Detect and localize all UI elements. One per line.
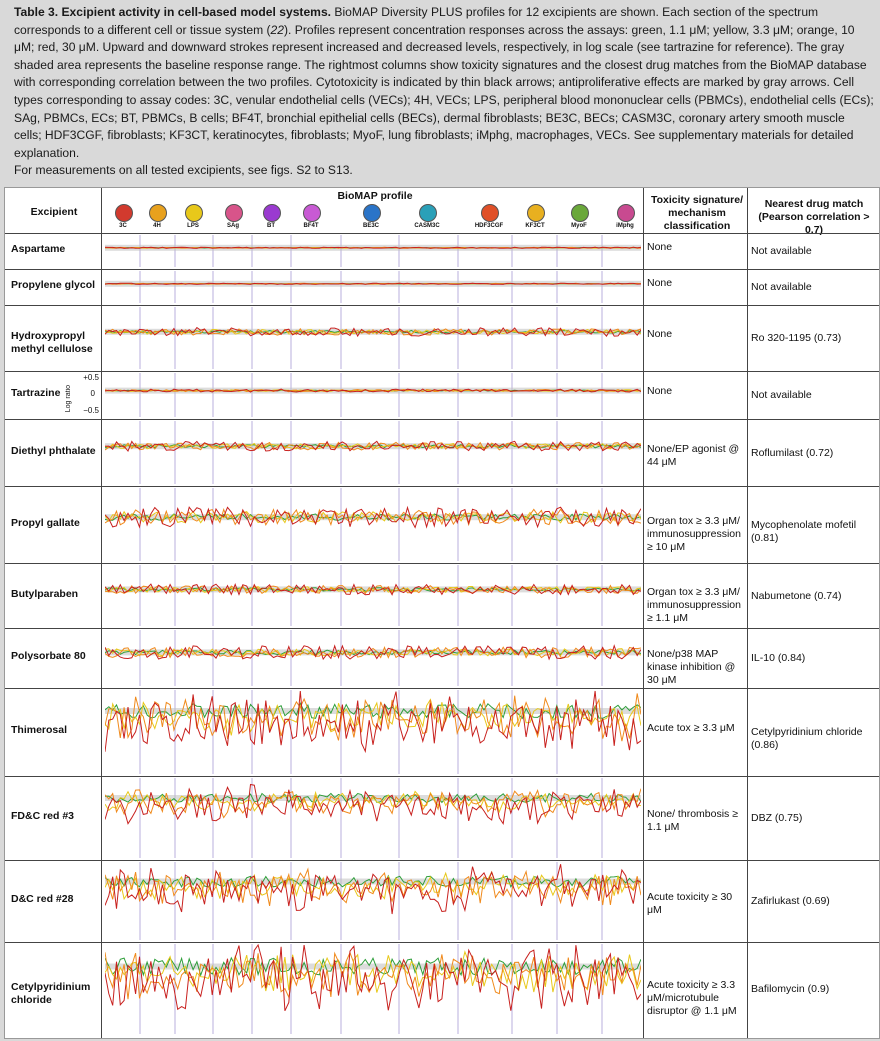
- profile-plot: [105, 235, 641, 267]
- row-excipient-name: Thimerosal: [11, 724, 68, 736]
- profile-plot: [105, 690, 641, 774]
- assay-icon-imphg: [617, 204, 635, 222]
- profile-plot: [105, 944, 641, 1034]
- axis-bottom: −0.5: [83, 406, 99, 415]
- row-toxicity: Organ tox ≥ 3.3 μM/ immunosuppression ≥ 1.1 μM: [647, 585, 741, 624]
- row-toxicity: Acute tox ≥ 3.3 μM: [647, 722, 735, 734]
- profile-plot: [105, 630, 641, 686]
- header-toxicity: Toxicity signature/ mechanism classification: [651, 194, 743, 232]
- header-drug: Nearest drug match (Pearson correlation > 0.7): [758, 198, 870, 236]
- concentration-trace: [105, 945, 641, 1011]
- row-drug-match: Nabumetone (0.74): [751, 589, 842, 602]
- caption-body-1: BioMAP Diversity PLUS profiles for 12 excipients are shown. Each section of the spectrum corresponds to a different cell or tissue system (: [14, 5, 819, 37]
- row-drug-match: Mycophenolate mofetil (0.81): [751, 518, 857, 544]
- axis-label: Log ratio: [65, 385, 72, 413]
- profile-plot: [105, 421, 641, 484]
- assay-icon-sag: [225, 204, 243, 222]
- assay-label: SAg: [227, 223, 239, 229]
- profile-plot: [105, 862, 641, 940]
- row-divider: [5, 233, 879, 234]
- row-drug-match: Not available: [751, 389, 812, 401]
- row-excipient-name: Hydroxypropyl methyl cellulose: [11, 330, 93, 355]
- row-drug-match: DBZ (0.75): [751, 812, 803, 824]
- row-divider: [5, 486, 879, 487]
- row-divider: [5, 628, 879, 629]
- row-excipient-name: D&C red #28: [11, 893, 74, 905]
- caption-ref: 22: [270, 22, 284, 37]
- row-excipient-name: Butylparaben: [11, 587, 79, 600]
- row-drug-match: Bafilomycin (0.9): [751, 983, 830, 995]
- header-excipient: Excipient: [30, 206, 78, 218]
- row-toxicity: None: [647, 385, 673, 397]
- caption-body-3: For measurements on all tested excipients, see figs. S2 to S13.: [14, 163, 353, 178]
- row-toxicity: Acute toxicity ≥ 3.3 μM/microtubule disruptor @ 1.1 μM: [647, 979, 737, 1017]
- divider: [747, 188, 748, 1038]
- assay-label: MyoF: [571, 223, 587, 229]
- caption-body-2: ). Profiles represent concentration responses across the assays: green, 1.1 μM; yellow, 3.3 μM; orange, 10 μM; red, 30 μM. Upward and downward strokes represent increased and decreased levels, respectively, in log scale (see tartrazine for reference). The gray shaded area represents the baseline response range. The rightmost columns show toxicity signatures and the closest drug matches from the BioMAP database with corresponding correlation between the two profiles. Cytotoxicity is indicated by thin black arrows; antiproliferative effects are marked by gray arrows. Cell types corresponding to assay codes: 3C, venular endothelial cells (VECs); 4H, VECs; LPS, peripheral blood mononuclear cells (PBMCs), endothelial cells (ECs); SAg, PBMCs, ECs; BT, PBMCs, B cells; BF4T, bronchial epithelial cells (BECs), dermal fibroblasts; BE3C, BECs; CASM3C, coronary artery smooth muscle cells; HDF3CGF, fibroblasts; KF3CT, keratinocytes, fibroblasts; MyoF, lung fibroblasts; iMphg, macrophages, VECs. See supplementary materials for detailed explanation.: [14, 22, 874, 160]
- assay-label: BF4T: [303, 223, 319, 229]
- assay-icon-casm3c: [419, 204, 437, 222]
- divider: [643, 188, 644, 1038]
- watermark: 大数据文摘: [6, 1017, 76, 1033]
- assay-icon-kf3ct: [527, 204, 545, 222]
- profile-plot: [105, 488, 641, 561]
- log-ratio-axis: [65, 375, 101, 417]
- row-divider: [5, 942, 879, 943]
- assay-label: BT: [267, 223, 275, 229]
- assay-label: BE3C: [362, 223, 379, 229]
- row-excipient-name: Tartrazine: [11, 387, 61, 399]
- row-drug-match: Ro 320-1195 (0.73): [751, 332, 842, 344]
- row-divider: [5, 688, 879, 689]
- axis-top: +0.5: [83, 373, 99, 382]
- profile-plot: [105, 271, 641, 303]
- row-divider: [5, 305, 879, 306]
- row-drug-match: Not available: [751, 281, 812, 293]
- assay-label: iMphg: [616, 223, 634, 229]
- row-excipient-name: Diethyl phthalate: [11, 444, 96, 457]
- assay-label: 3C: [119, 223, 127, 229]
- row-divider: [5, 269, 879, 270]
- row-toxicity: Organ tox ≥ 3.3 μM/ immunosuppression ≥ 10 μM: [647, 514, 741, 553]
- profile-plot: [105, 307, 641, 369]
- caption-title: Table 3. Excipient activity in cell-based model systems.: [14, 5, 332, 19]
- row-divider: [5, 563, 879, 564]
- concentration-trace: [105, 864, 641, 914]
- row-toxicity: None/EP agonist @ 44 μM: [647, 442, 740, 468]
- row-divider: [5, 860, 879, 861]
- row-divider: [5, 371, 879, 372]
- row-excipient-name: Propylene glycol: [11, 279, 96, 291]
- assay-label: CASM3C: [414, 223, 440, 229]
- row-toxicity: Acute toxicity ≥ 30 μM: [647, 891, 733, 916]
- assay-label: 4H: [153, 223, 161, 229]
- row-drug-match: IL-10 (0.84): [751, 652, 806, 664]
- row-toxicity: None: [647, 277, 673, 289]
- assay-icon-3c: [115, 204, 133, 222]
- assay-label: HDF3CGF: [474, 223, 504, 229]
- assay-icon-hdf3cgf: [481, 204, 499, 222]
- assay-label: KF3CT: [525, 223, 545, 229]
- profile-plot: [105, 778, 641, 858]
- row-excipient-name: Propyl gallate: [11, 516, 80, 529]
- row-excipient-name: Aspartame: [11, 243, 66, 255]
- axis-zero: 0: [90, 389, 95, 398]
- row-excipient-name: Cetylpyridinium chloride: [11, 981, 91, 1006]
- row-toxicity: None: [647, 328, 673, 340]
- assay-icon-myof: [571, 204, 589, 222]
- row-drug-match: Not available: [751, 245, 812, 257]
- assay-icon-bt: [263, 204, 281, 222]
- row-drug-match: Roflumilast (0.72): [751, 446, 834, 459]
- row-drug-match: Zafirlukast (0.69): [751, 895, 830, 907]
- row-excipient-name: FD&C red #3: [11, 810, 75, 822]
- assay-icon-lps: [185, 204, 203, 222]
- table-caption: [14, 4, 874, 180]
- profile-plot: [105, 373, 641, 417]
- profile-plot: [105, 565, 641, 626]
- assay-icon-be3c: [363, 204, 381, 222]
- row-toxicity: None/ thrombosis ≥ 1.1 μM: [647, 808, 738, 833]
- row-toxicity: None/p38 MAP kinase inhibition @ 30 μM: [647, 648, 736, 686]
- row-divider: [5, 776, 879, 777]
- row-excipient-name: Polysorbate 80: [11, 650, 86, 662]
- concentration-trace: [105, 789, 641, 818]
- assay-icon-bf4t: [303, 204, 321, 222]
- row-toxicity: None: [647, 241, 673, 253]
- header-profile: BioMAP profile: [337, 190, 413, 202]
- assay-label: LPS: [187, 223, 199, 229]
- divider: [101, 188, 102, 1038]
- assay-icon-4h: [149, 204, 167, 222]
- row-divider: [5, 419, 879, 420]
- excipient-table: [4, 187, 880, 1039]
- row-drug-match: Cetylpyridinium chloride (0.86): [751, 726, 863, 751]
